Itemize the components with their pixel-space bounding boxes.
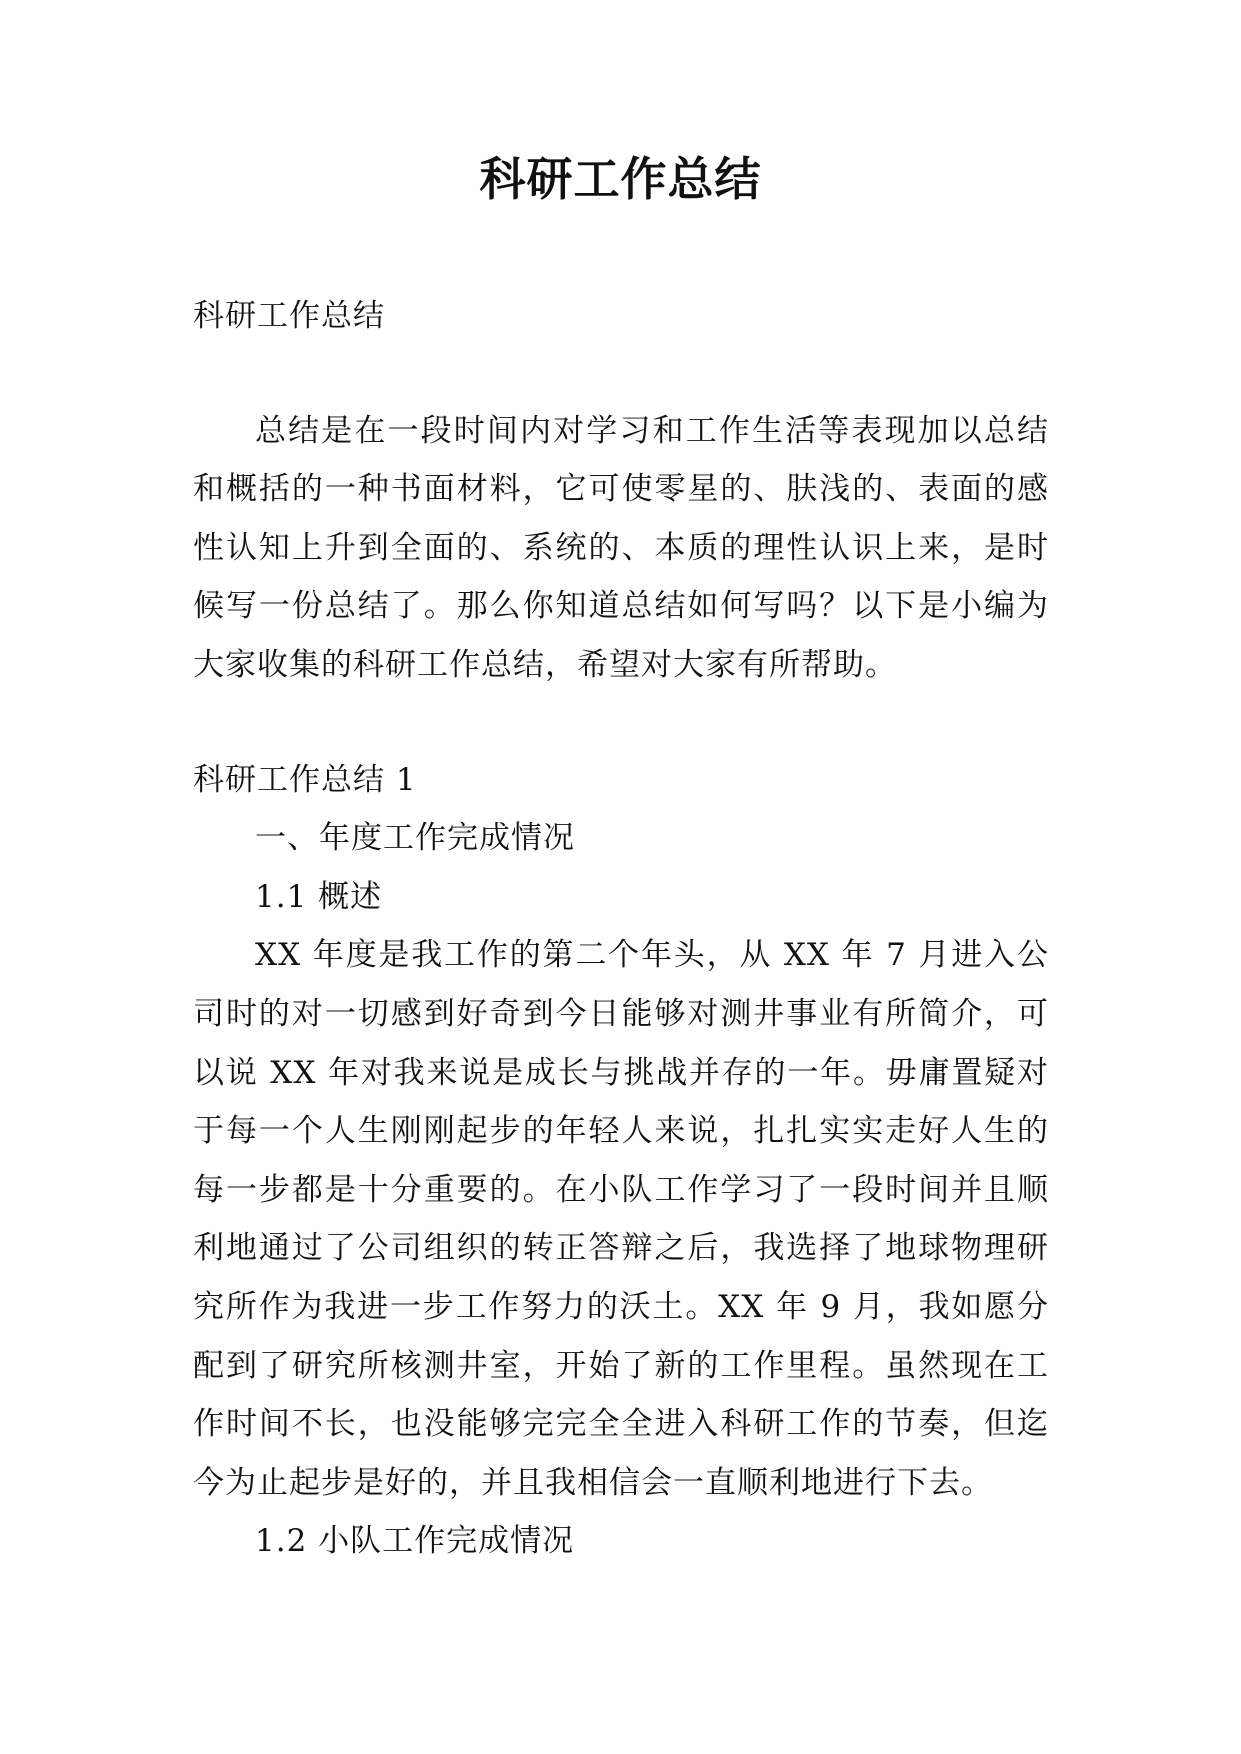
section-title: 科研工作总结 1 — [193, 761, 417, 798]
heading-team-work: 1.2 小队工作完成情况 — [255, 1523, 575, 1560]
heading-annual-work: 一、年度工作完成情况 — [255, 820, 575, 857]
spacer — [193, 695, 1049, 751]
overview-paragraph: XX 年度是我工作的第二个年头，从 XX 年 7 月进入公司时的对一切感到好奇到今日能够对测井事业有所简介，可以说 XX 年对我来说是成长与挑战并存的一年。毋庸置疑对于每一个人生刚刚起步的年轻人来说，扎扎实实走好人生的每一步都是十分重要的。在小队工作学习了一段时间并且顺利地通过了公司组织的转正答辩之后，我选择了地球物理研究所作为我进一步工作努力的沃土。XX 年 9 月，我如愿分配到了研究所核测井室，开始了新的工作里程。虽然现在工作时间不长，也没能够完完全全进入科研工作的节奏，但迄今为止起步是好的，并且我相信会一直顺利地进行下去。 — [193, 937, 1049, 1501]
document-body — [193, 287, 1049, 1571]
intro-paragraph: 总结是在一段时间内对学习和工作生活等表现加以总结和概括的一种书面材料，它可使零星的、肤浅的、表面的感性认知上升到全面的、系统的、本质的理性认识上来，是时候写一份总结了。那么你知道总结如何写吗？以下是小编为大家收集的科研工作总结，希望对大家有所帮助。 — [193, 412, 1049, 683]
document-subtitle: 科研工作总结 — [193, 298, 385, 334]
heading-overview: 1.1 概述 — [255, 878, 383, 915]
spacer — [193, 346, 1049, 402]
document-title: 科研工作总结 — [479, 152, 762, 206]
